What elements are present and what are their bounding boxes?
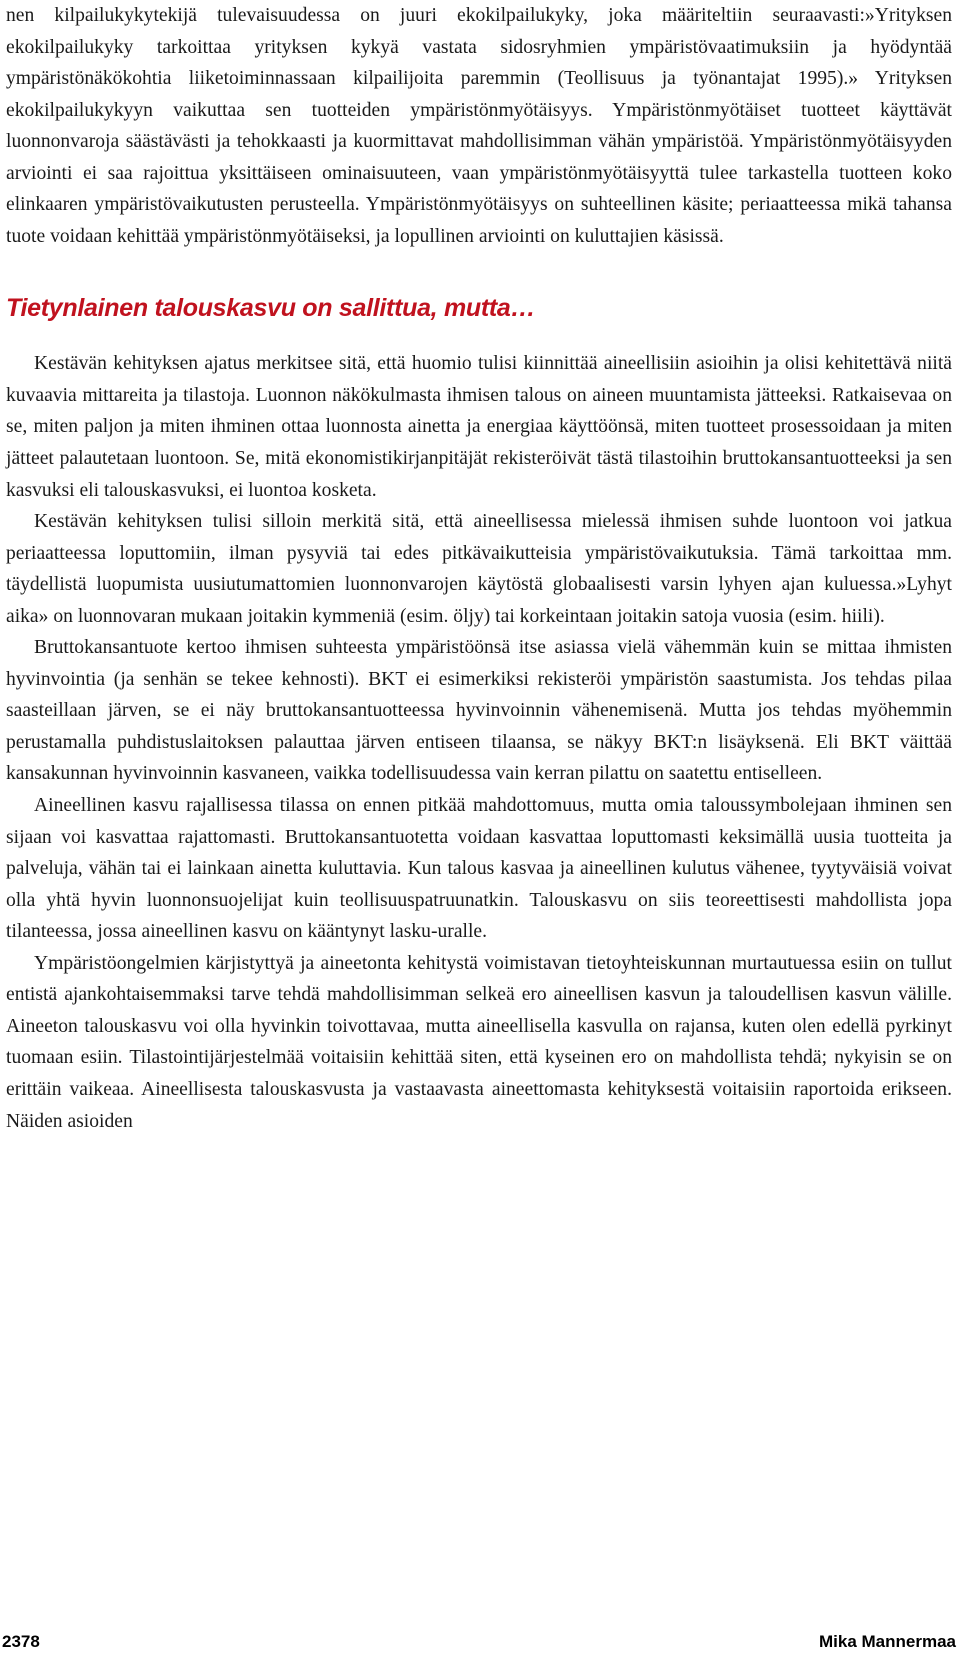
author-name: Mika Mannermaa <box>819 1632 956 1651</box>
body-paragraph-5: Ympäristöongelmien kärjistyttyä ja aineetonta kehitystä voimistavan tietoyhteiskunnan murtautuessa esiin on tullut entistä ajankohtaisemmaksi tarve tehdä mahdollisimman selkeä ero aineellisen kasvun ja taloudellisen kasvun välille. Aineeton talouskasvu voi olla hyvinkin toivottavaa, mutta aineellisella kasvulla on rajansa, kuten olen edellä pyrkinyt tuomaan esiin. Tilastointijärjestelmää voitaisiin kehittää siten, että kyseinen ero on mahdollista tehdä; nykyisin se on erittäin vaikeaa. Aineellisesta talouskasvusta ja vastaavasta aineettomasta kehityksestä voitaisiin raportoida erikseen. Näiden asioiden <box>6 952 952 1132</box>
page-number: 2378 <box>2 1632 40 1651</box>
page-footer <box>0 1632 960 1658</box>
body-paragraph-1: Kestävän kehityksen ajatus merkitsee sitä, että huomio tulisi kiinnittää aineellisiin asioihin ja olisi kehitettävä niitä kuvaavia mittareita ja tilastoja. Luonnon näkökulmasta ihmisen talous on aineen muuntamista jätteeksi. Ratkaisevaa on se, miten paljon ja miten ihminen ottaa luonnosta ainetta ja energiaa käyttöönsä, miten tuotteet prosessoidaan ja miten jätteet palautetaan luontoon. Se, mitä ekonomistikirjanpitäjät rekisteröivät tästä tilastoihin bruttokansantuotteeksi ja sen kasvuksi eli talouskasvuksi, ei luontoa kosketa. <box>6 353 952 501</box>
body-paragraph-3: Bruttokansantuote kertoo ihmisen suhteesta ympäristöönsä itse asiassa vielä vähemmän kuin se mittaa ihmisten hyvinvointia (ja senhän se tekee kehnosti). BKT ei esimerkiksi rekisteröi ympäristön saastumista. Jos tehdas pilaa saasteillaan järven, se ei näy bruttokansantuotteessa hyvinvoinnin vähenemisenä. Mutta jos tehdas myöhemmin perustamalla puhdistuslaitoksen palauttaa järven entiseen tilaansa, se näkyy BKT:n lisäyksenä. Eli BKT väittää kansakunnan hyvinvoinnin kasvaneen, vaikka todellisuudessa vain kerran pilattu on saatettu entiselleen. <box>6 637 952 785</box>
body-paragraph-2: Kestävän kehityksen tulisi silloin merkitä sitä, että aineellisessa mielessä ihmisen suhde luontoon voi jatkua periaatteessa loputtomiin, ilman pysyviä tai edes pitkävaikutteisia ympäristövaikutuksia. Tämä tarkoittaa mm. täydellistä luopumista uusiutumattomien luonnonvarojen käytöstä globaalisesti varsin lyhyen ajan kuluessa.»Lyhyt aika» on luonnovaran mukaan joitakin kymmeniä (esim. öljy) tai korkeintaan joitakin satoja vuosia (esim. hiili). <box>6 511 952 627</box>
section-heading: Tietynlainen talouskasvu on sallittua, mutta… <box>6 294 536 323</box>
intro-paragraph: nen kilpailukykytekijä tulevaisuudessa on juuri ekokilpailukyky, joka määriteltiin seuraavasti:»Yrityksen ekokilpailukyky tarkoittaa yrityksen kykyä vastata sidosryhmien ympäristövaatimuksiin ja hyödyntää ympäristönäkökohtia liiketoiminnassaan kilpailijoita paremmin (Teollisuus ja työnantajat 1995).» Yrityksen ekokilpailukykyyn vaikuttaa sen tuotteiden ympäristönmyötäisyys. Ympäristönmyötäiset tuotteet käyttävät luonnonvaroja säästävästi ja tehokkaasti ja kuormittavat mahdollisimman vähän ympäristöä. Ympäristönmyötäisyyden arviointi ei saa rajoittua yksittäiseen ominaisuuteen, vaan ympäristönmyötäisyyttä tulee tarkastella tuotteen koko elinkaaren ympäristövaikutusten perusteella. Ympäristönmyötäisyys on suhteellinen käsite; periaatteessa mikä tahansa tuote voidaan kehittää ympäristönmyötäiseksi, ja lopullinen arviointi on kuluttajien käsissä. <box>6 5 952 247</box>
document-page <box>6 0 952 1137</box>
body-paragraph-4: Aineellinen kasvu rajallisessa tilassa on ennen pitkää mahdottomuus, mutta omia taloussymbolejaan ihminen sen sijaan voi kasvattaa rajattomasti. Bruttokansantuotetta voidaan kasvattaa loputtomasti keksimällä uusia tuotteita ja palveluja, vähän tai ei lainkaan ainetta kuluttavia. Kun talous kasvaa ja aineellinen kulutus vähenee, tyytyväisiä voivat olla yhtä hyvin luonnonsuojelijat kuin teollisuuspatruunatkin. Talouskasvu on siis teoreettisesti mahdollista jopa tilanteessa, jossa aineellinen kasvu on kääntynyt lasku-uralle. <box>6 795 952 943</box>
